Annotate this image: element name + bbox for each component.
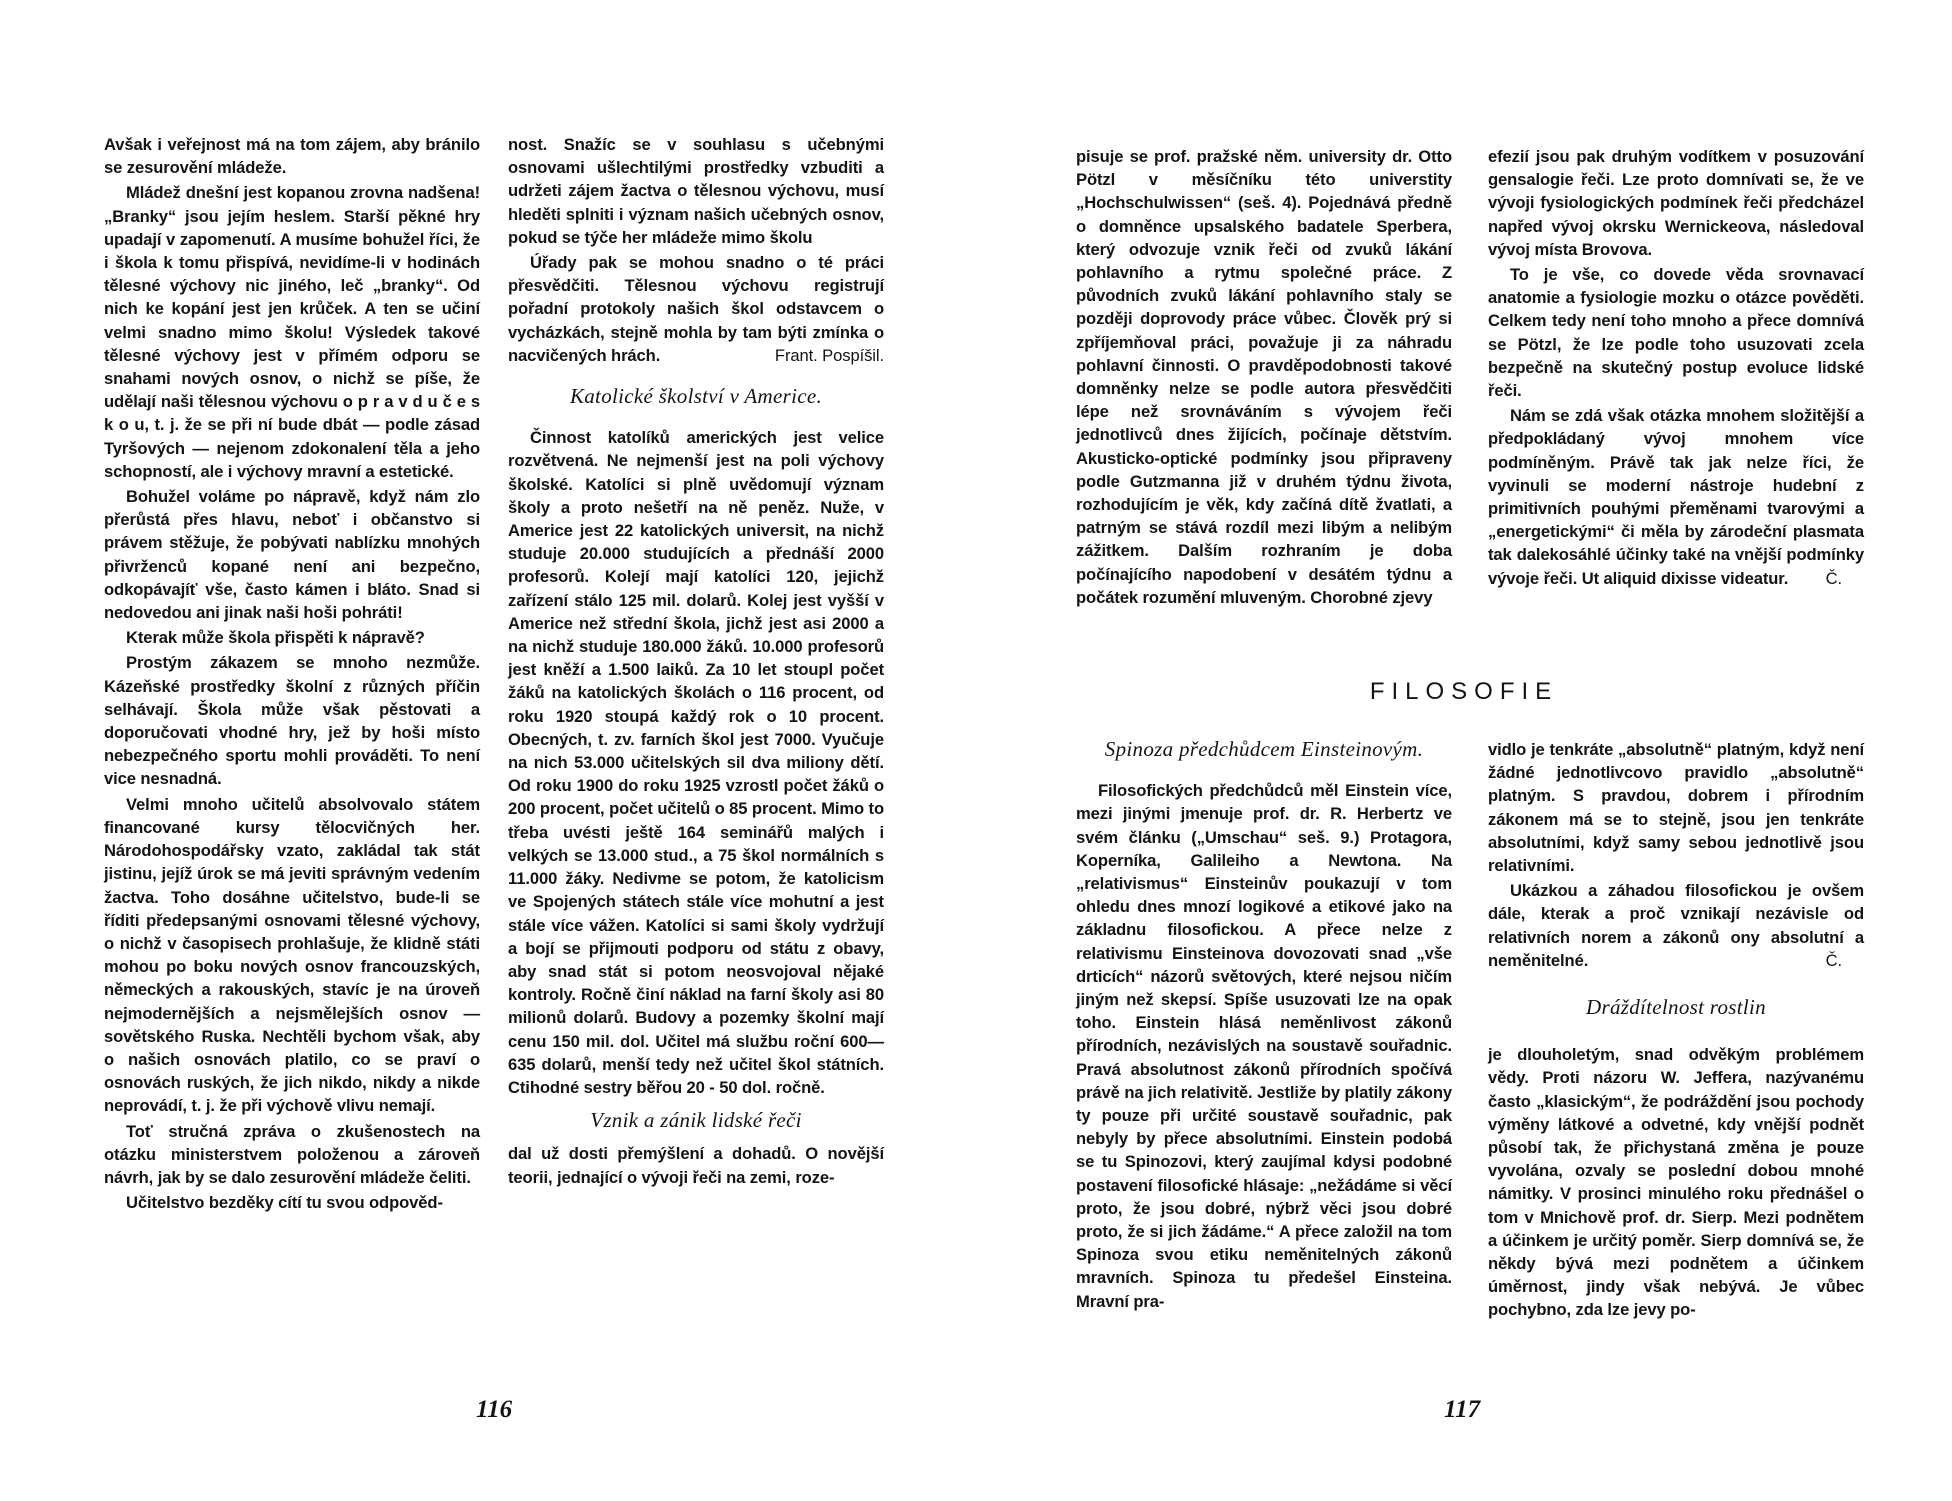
paragraph: Činnost katolíků amerických jest velice rozvětvená. Ne nejmenší jest na poli výchovy školské. Katolíci si plně uvědomují význam školy a proto nešetří na ně peněz. Nuže, v Americe jest 22 katolických universit, na nichž studuje 20.000 studujících a přednáší 2000 profesorů. Kolejí mají katolíci 120, jejichž zařízení stálo 125 mil. dolarů. Kolej jest vyšší v Americe než střední škola, jichž jest asi 2000 a na nichž studuje 180.000 žáků. 10.000 profesorů jest kněží a 1.500 laiků. Za 10 let stoupl počet žáků na katolických školách o 116 procent, od roku 1920 stoupá každý rok o 10 procent. Obecných, t. zv. farních škol jest 7000. Vyučuje na nich 53.000 učitelských sil dva miliony dětí. Od roku 1900 do roku 1925 vzrostl počet žáků o 200 procent, počet učitelů o 85 procent. Mimo to třeba uvésti ještě 164 seminářů malých i velkých se 13.000 stud., a 75 škol normálních s 11.000 žáky. Nedivme se potom, že katolicism ve Spojených státech stále více mohutní a jest stále více vážen. Katolíci si sami školy vydržují a bojí se přijmouti podporu od státu z obavy, aby snad stát si potom neosvojoval nějaké kontroly. Ročně činí náklad na farní školy asi 80 milionů dolarů. Budovy a pozemky školní mají cenu 150 mil. dol. Učitel má službu roční 600—635 dolarů, menší tedy než učitel škol státních. Ctihodné sestry běřou 20 - 50 dol. ročně. xyxy=(508,428,884,1097)
article-heading: Dráždítelnost rostlin xyxy=(1586,995,1766,1020)
article-heading: Katolické školství v Americe. xyxy=(569,384,823,409)
left-column-2 xyxy=(508,133,884,1191)
page-number: 117 xyxy=(1444,1396,1481,1423)
paragraph: pisuje se prof. pražské něm. university dr. Otto Pötzl v měsíčníku této universtity „Hochschulwissen“ (seš. 4). Pojednává předně o domněnce upsalského badatele Sperbera, který odvozuje vznik řeči od zvuků lákání pohlavního a rytmu společné práce. Z původních zvuků lákání pohlavního staly se později doprovody práce vůbec. Člověk prý si zpříjemňoval práci, považuje ji za náhradu pohlavní činnosti. O pravděpodobnosti takové domněnky nelze se podle autora přesvědčiti lépe než srovnáváním s vývojem řeči jednotlivců dnes žijících, počínaje dětstvím. Akusticko-optické podmínky jsou připraveny podle Gutzmanna již v druhém týdnu života, rozhodujícím je věk, kdy začíná dítě žvatlati, a patrným se stává rozdíl mezi libým a nelibým zážitkem. Dalším rozhraním je doba počínajícího napodobení v desátém týdnu a počátek rozumění mluveným. Chorobné zjevy xyxy=(1076,147,1452,607)
paragraph: efezií jsou pak druhým vodítkem v posuzování gensalogie řeči. Lze proto domnívati se, že ve vývoji fysiologických podmínek řeči předcházel napřed vývoj okrsku Wernickeova, následoval vývoj místa Brovova. xyxy=(1488,147,1864,259)
right-page xyxy=(976,0,1952,1501)
author-signature: Č. xyxy=(1825,568,1842,588)
left-column-1 xyxy=(104,133,480,1216)
paragraph: vidlo je tenkráte „absolutně“ platným, když není žádné jednotlivcovo pravidlo „absolutně“ platným. S pravdou, dobrem i přírodním zákonem má se to stejně, jsou jen tenkráte absolutními, když samy sebou jednotlivě jsou relativními. xyxy=(1488,740,1864,876)
paragraph: Učitelstvo bezděky cítí tu svou odpověd- xyxy=(126,1193,443,1213)
paragraph: je dlouholetým, snad odvěkým problémem vědy. Proti názoru W. Jeffera, nazývanému často „klasickým“, že podráždění jsou pochody výměny látkové a odvetné, kdy vnější podnět působí tak, že přichystaná změna je pouze vyvolána, ozvaly se poslední dobou mnohé námitky. V prosinci minulého roku přednášel o tom v Mnichově prof. dr. Sierp. Mezi podnětem a účinkem je určitý poměr. Sierp domnívá se, že někdy bývá mezi podnětem a účinkem úměrnost, jindy však nebývá. Je vůbec pochybno, zda lze jevy po- xyxy=(1488,1045,1864,1320)
section-title: FILOSOFIE xyxy=(1369,678,1559,705)
paragraph: Prostým zákazem se mnoho nezmůže. Kázeňské prostředky školní z různých příčin selhávají. Škola může však pěstovati a doporučovati vhodné hry, jež by hoši místo nebezpečného sportu mohli prováděti. To není vice nesnadná. xyxy=(104,653,480,789)
paragraph xyxy=(1488,879,1864,972)
right-column-1-lower xyxy=(1076,738,1452,1315)
article-heading: Vznik a zánik lidské řeči xyxy=(590,1108,802,1133)
paragraph-text: Úřady pak se mohou snadno o té práci přesvědčiti. Tělesnou výchovu registrují pořadní protokoly našich škol odstavcem o vycházkách, stejně mohla by tam býti zmínka o nacvičených hrách. xyxy=(508,253,884,365)
paragraph: Velmi mnoho učitelů absolvovalo státem financované kursy tělocvičných her. Národohospodářsky vzato, zakládal tak stát jistinu, jejíž úrok se má jeviti správným vedením žactva. Toho dosáhne učitelstvo, bude-li se říditi předepsanými osnovami tělesné výchovy, o nichž v časopisech prohlašuje, že klidně státi mohou po boku nových osnov francouzských, německých a rakouských, stavíc je na úroveň nejmodernějších a nejsmělejších osnov — sovětského Ruska. Nechtěli bychom však, aby o našich osnovách platilo, co se praví o osnovách ruských, že jich nikdo, nikdy a nikde neprovádí, t. j. že při výchově vlivu nemají. xyxy=(104,794,480,1116)
paragraph: Kterak může škola přispěti k nápravě? xyxy=(126,628,425,648)
right-column-2-lower xyxy=(1488,738,1864,1324)
author-signature: Č. xyxy=(1825,950,1842,970)
paragraph: To je vše, co dovede věda srovnavací anatomie a fysiologie mozku o otázce pověděti. Celkem tedy není toho mnoho a přece domnívá se Pötzl, že lze podle toho usuzovati zcela bezpečně na skutečný postup evoluce lidské řeči. xyxy=(1488,265,1864,401)
paragraph-text: Nám se zdá však otázka mnohem složitější a předpokládaný vývoj mnohem více podmíněným. Právě tak jak nelze říci, že vyvinuli se moderní nástroje hudební z primitivních pouhými přeměnami tvarovými a „energetickými“ či měla by zárodeční plasmata tak dalekosáhlé účinky také na vnější podmínky vývoje řeči. Ut aliquid dixisse videatur. xyxy=(1488,406,1864,588)
author-signature: Frant. Pospíšil. xyxy=(774,345,884,365)
paragraph: Filosofických předchůdců měl Einstein více, mezi jinými jmenuje prof. dr. R. Herbertz ve svém článku („Umschau“ seš. 9.) Protagora, Koperníka, Galileiho a Newtona. Na „relativismus“ Einsteinův poukazují v tom ohledu dnes mnozí logikové a etikové jako na základnu filosofickou. A přece nelze z relativismu Einsteinova dovozovati snad „vše drticích“ názorů světových, které nejsou ničím jiným než skepsí. Spíše usuzovati lze na opak toho. Einstein hlásá neměnlivost zákonů přírodních, nezávislých na soustavě souřadnic. Pravá absolutnost zákonů přírodních spočívá právě na jich relativitě. Jestliže by platily zákony ty pouze při určité soustavě souřadnic, pak nebyly by přece absolutními. Einstein podobá se tu Spinozovi, který zaujímal kdysi podobné postavení filosofické hlásaje: „nežádáme si věcí proto, že jsou dobré, nýbrž věci jsou dobré proto, že si jich žádáme.“ A přece založil na tom Spinoza svou etiku neměnitelných zákonů mravních. Spinoza tu předešel Einsteina. Mravní pra- xyxy=(1076,781,1452,1311)
paragraph: Avšak i veřejnost má na tom zájem, aby bránilo se zesurovění mládeže. xyxy=(104,135,480,178)
page-number: 116 xyxy=(476,1396,513,1423)
right-column-2 xyxy=(1488,145,1864,592)
paragraph: nost. Snažíc se v souhlasu s učebnými osnovami ušlechtilými prostředky vzbuditi a udržeti zájem žactva o tělesnou výchovu, musí hleděti splniti i význam našich učebných osnov, pokud se týče her mládeže mimo školu xyxy=(508,135,884,247)
paragraph: Bohužel voláme po nápravě, když nám zlo přerůstá přes hlavu, neboť i občanstvo si právem stěžuje, že pobývati nablízku mnohých přivrženců kopané není ani bezpečno, odkopávajíť vše, často kámen i bláto. Snad si nedovedou ani jinak naši hoši pohráti! xyxy=(104,487,480,623)
paragraph: Toť stručná zpráva o zkušenostech na otázku ministerstvem položenou a zároveň návrh, jak by se dalo zesurovění mládeže čeliti. xyxy=(104,1121,480,1187)
paragraph: dal už dosti přemýšlení a dohadů. O novější teorii, jednající o vývoji řeči na zemi, roze- xyxy=(508,1144,884,1187)
paragraph xyxy=(1488,404,1864,590)
paragraph-text: Ukázkou a záhadou filosofickou je ovšem dále, kterak a proč vznikají nezávisle od relativních norem a zákonů ony absolutní a neměnitelné. xyxy=(1488,881,1864,970)
right-column-1 xyxy=(1076,145,1452,611)
paragraph: Mládež dnešní jest kopanou zrovna nadšena! „Branky“ jsou jejím heslem. Starší pěkné hry upadají v zapomenutí. A musíme bohužel říci, že i škola k tomu přispívá, nevidíme-li v hodinách tělesné výchovy nic jiného, leč „branky“. Od nich ke kopání jest jen krůček. A ten se učiní velmi snadno mimo školu! Výsledek takové tělesné výchovy jest v přímém odporu se snahami nových osnov, o nichž se píše, že udělají naši tělesnou výchovu o p r a v d u č e s k o u, t. j. že se při ní bude dbát — podle zásad Tyršových — nejenom zdokonalení těla a jeho schopností, ale i výchovy mravní a estetické. xyxy=(104,183,480,481)
paragraph xyxy=(508,251,884,367)
article-heading: Spinoza předchůdcem Einsteinovým. xyxy=(1104,737,1424,761)
